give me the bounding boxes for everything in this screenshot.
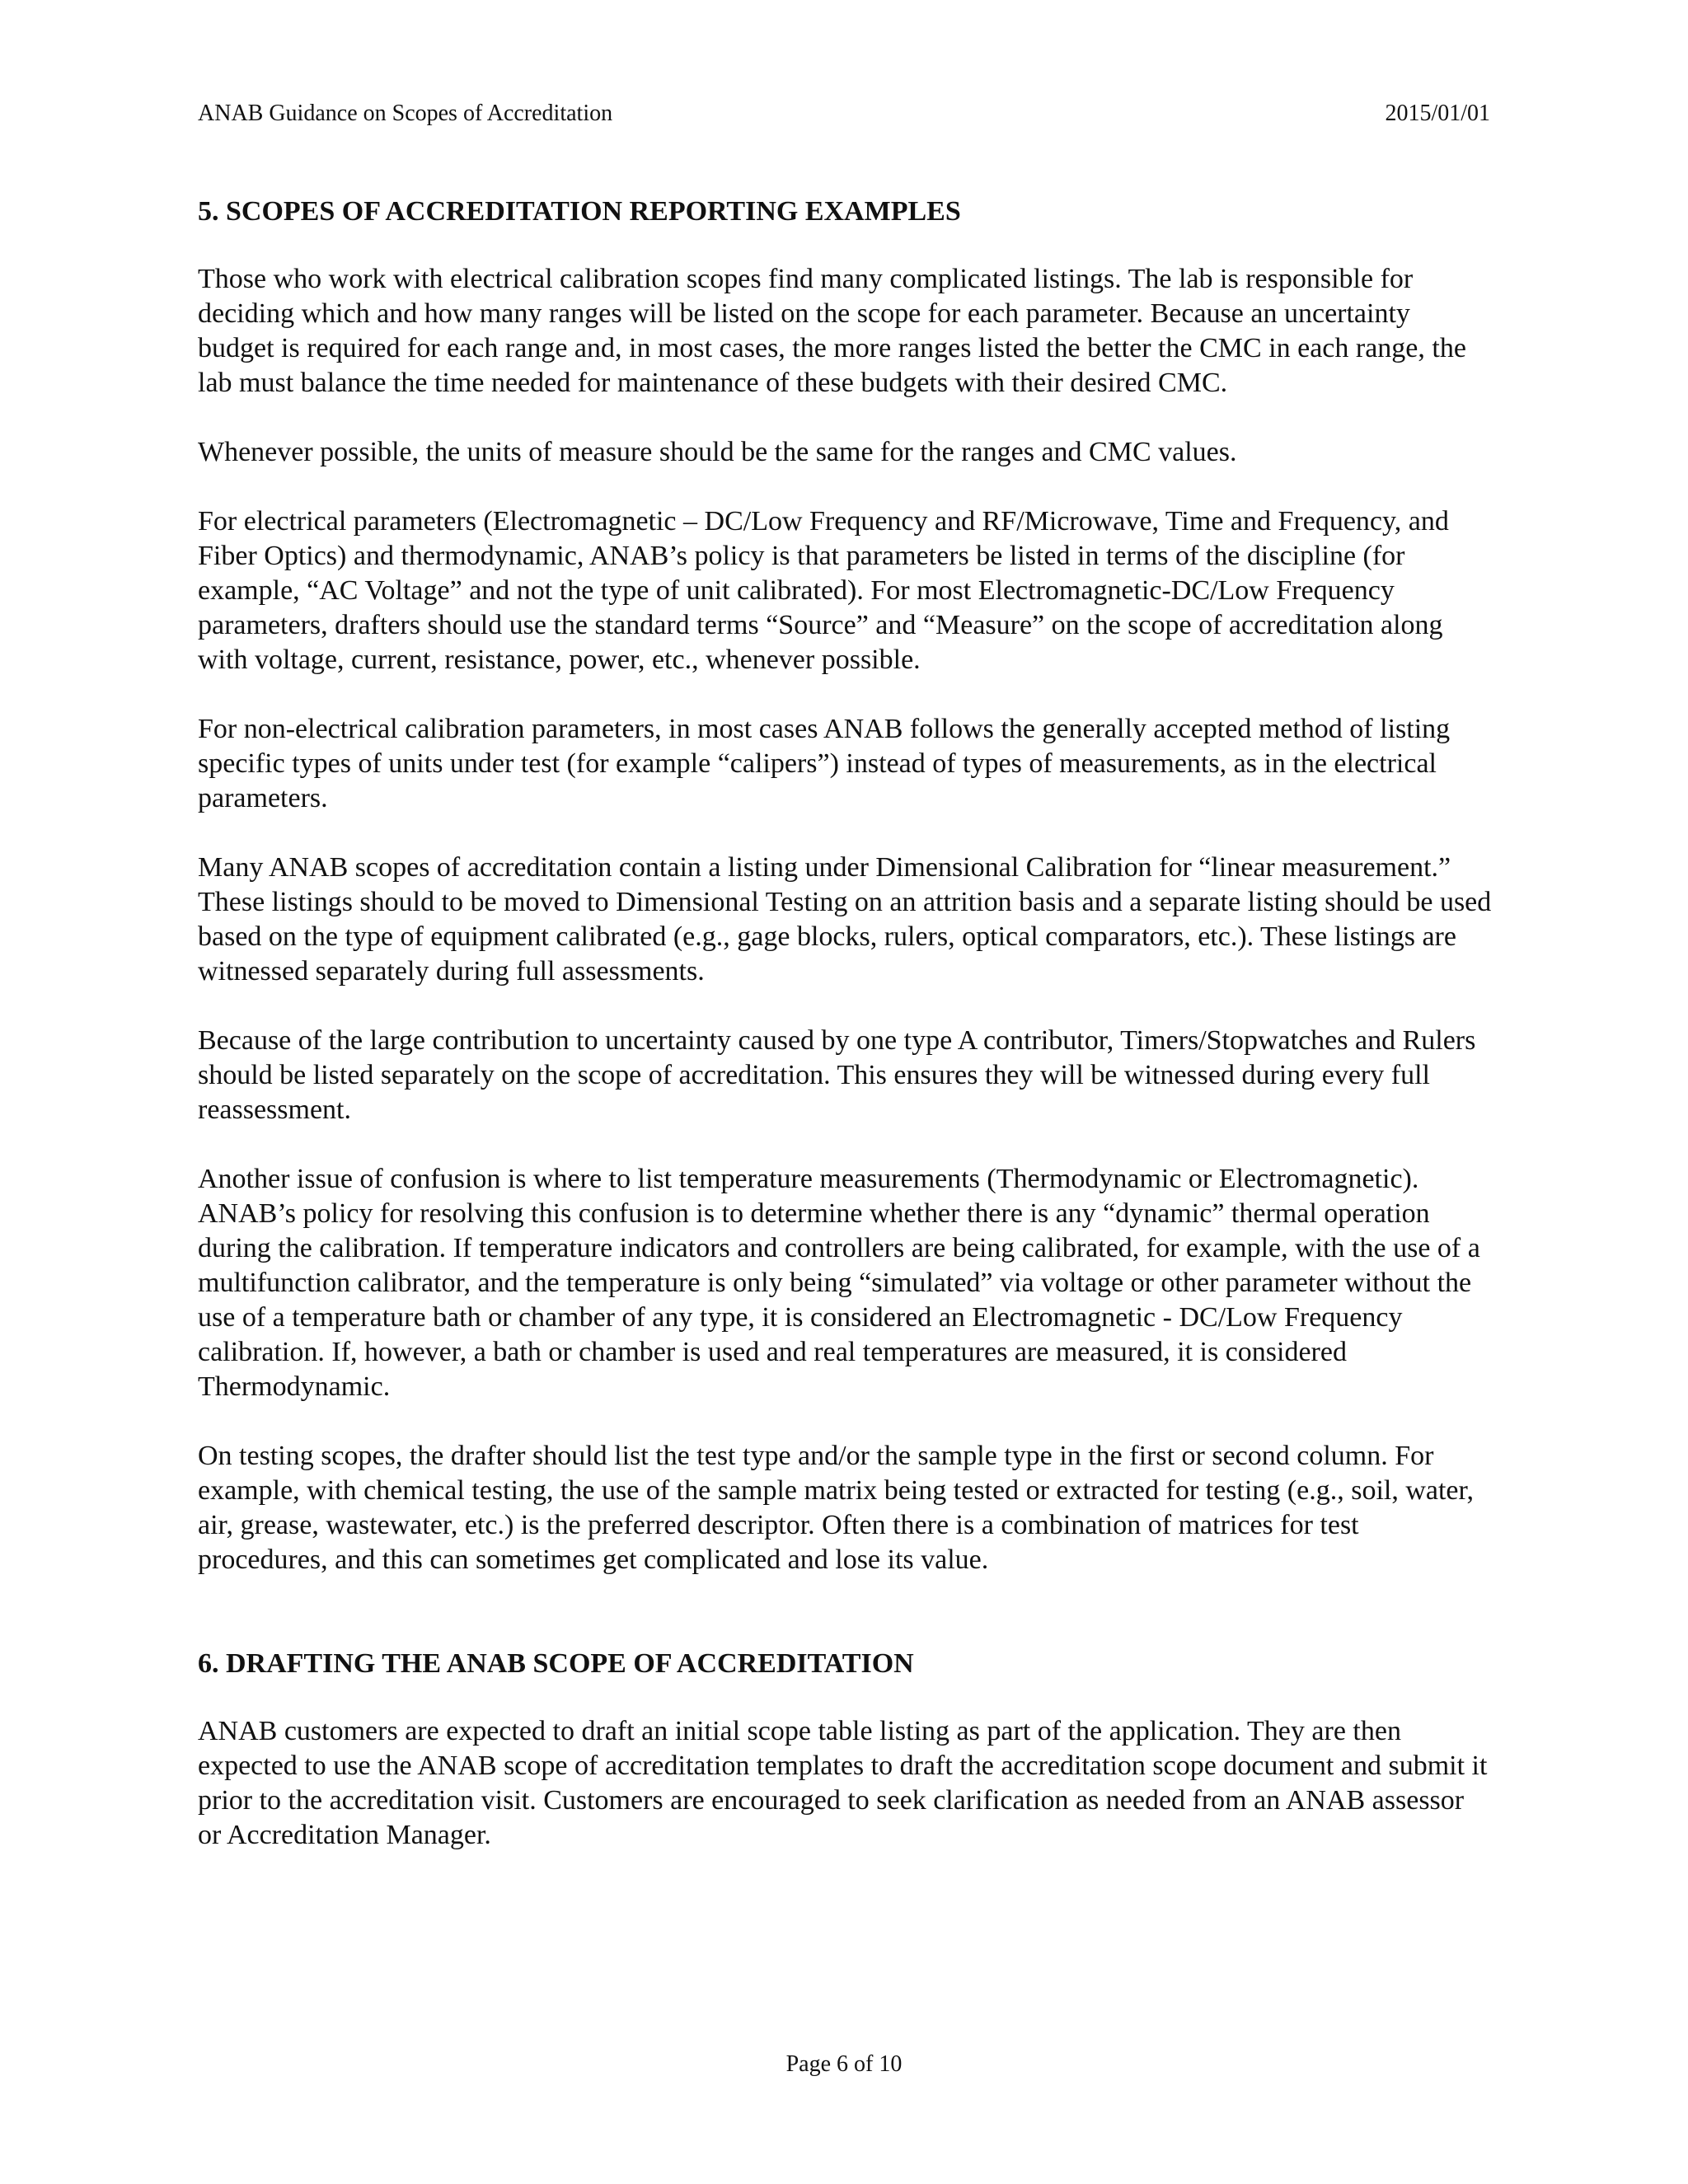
section-6-paragraph-1: ANAB customers are expected to draft an initial scope table listing as part of the application. They are then expected to use the ANAB scope of accreditation templates to draft the accreditation scope document and submit it prior to the accreditation visit. Customers are encouraged to seek clarification as needed from an ANAB assessor or Accreditation Manager. [198,1716,1488,1850]
section-5-paragraph-6: Because of the large contribution to uncertainty caused by one type A contributor, Timers/Stopwatches and Rulers should be listed separately on the scope of accreditation. This ensures they will be witnessed during every full reassessment. [198,1025,1476,1125]
document-title: ANAB Guidance on Scopes of Accreditation [198,101,613,126]
section-5-paragraph-5: Many ANAB scopes of accreditation contain a listing under Dimensional Calibration for “linear measurement.” These listings should to be moved to Dimensional Testing on an attrition basis and a separate listing should be used based on the type of equipment calibrated (e.g., gage blocks, rulers, optical comparators, etc.). These listings are witnessed separately during full assessments. [198,852,1492,987]
page-footer [0,2048,1688,2081]
section-5-paragraph-4: For non-electrical calibration parameters, in most cases ANAB follows the generally accepted method of listing specific types of units under test (for example “calipers”) instead of types of measurements, as in the electrical parameters. [198,714,1451,813]
section-5-paragraph-2: Whenever possible, the units of measure should be the same for the ranges and CMC values. [198,437,1237,467]
document-date: 2015/01/01 [1385,101,1490,126]
page-number: Page 6 of 10 [785,2051,903,2077]
page-header [198,97,1490,130]
section-5-paragraph-1: Those who work with electrical calibration scopes find many complicated listings. The lab is responsible for deciding which and how many ranges will be listed on the scope for each parameter. Because an uncertainty budget is required for each range and, in most cases, the more ranges listed the better the CMC in each range, the lab must balance the time needed for maintenance of these budgets with their desired CMC. [198,264,1466,398]
section-5-heading: 5. SCOPES OF ACCREDITATION REPORTING EXAMPLES [198,196,961,227]
section-5-paragraph-8: On testing scopes, the drafter should list the test type and/or the sample type in the first or second column. For example, with chemical testing, the use of the sample matrix being tested or extracted for testing (e.g., soil, water, air, grease, wastewater, etc.) is the preferred descriptor. Often there is a combination of matrices for test procedures, and this can sometimes get complicated and lose its value. [198,1441,1474,1575]
section-6-heading: 6. DRAFTING THE ANAB SCOPE OF ACCREDITATION [198,1648,914,1679]
section-5-paragraph-7: Another issue of confusion is where to list temperature measurements (Thermodynamic or Electromagnetic). ANAB’s policy for resolving this confusion is to determine whether there is any “dynamic” thermal operation during the calibration. If temperature indicators and controllers are being calibrated, for example, with the use of a multifunction calibrator, and the temperature is only being “simulated” via voltage or other parameter without the use of a temperature bath or chamber of any type, it is considered an Electromagnetic - DC/Low Frequency calibration. If, however, a bath or chamber is used and real temperatures are measured, it is considered Thermodynamic. [198,1164,1480,1402]
page-content [198,194,1492,1853]
section-5-paragraph-3: For electrical parameters (Electromagnetic – DC/Low Frequency and RF/Microwave, Time and Frequency, and Fiber Optics) and thermodynamic, ANAB’s policy is that parameters be listed in terms of the discipline (for example, “AC Voltage” and not the type of unit calibrated). For most Electromagnetic-DC/Low Frequency parameters, drafters should use the standard terms “Source” and “Measure” on the scope of accreditation along with voltage, current, resistance, power, etc., whenever possible. [198,506,1449,675]
